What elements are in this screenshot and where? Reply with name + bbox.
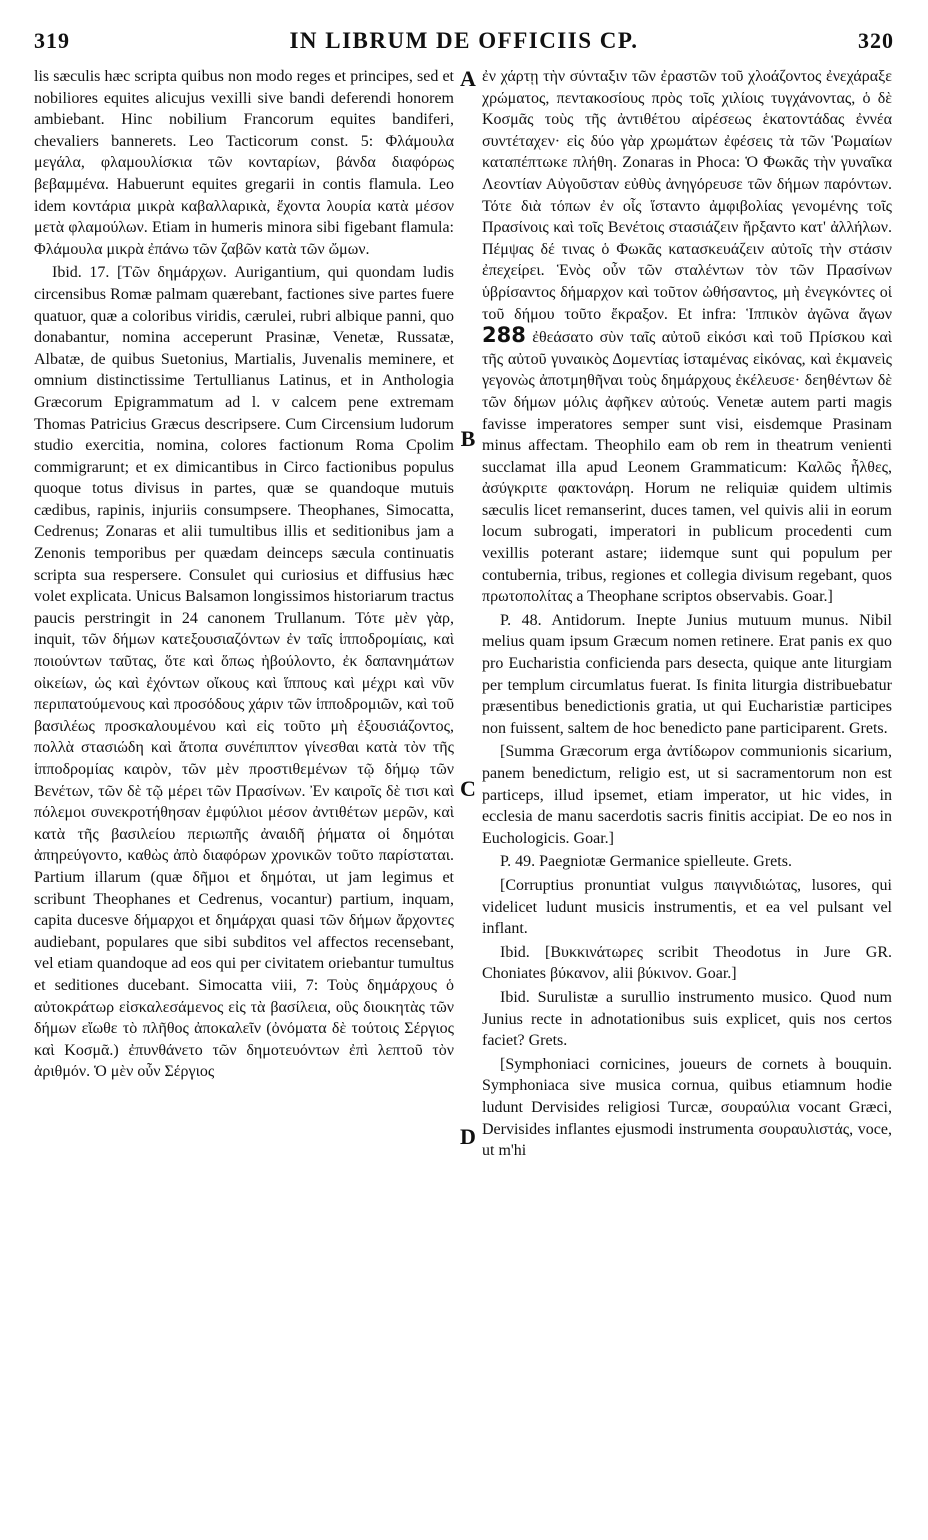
margin-marker-c: C <box>460 776 476 801</box>
margin-marker-d: D <box>460 1124 476 1149</box>
right-column <box>482 66 892 1162</box>
right-paragraph-2: P. 48. Antidorum. Inepte Junius mutuum munus. Nibil melius quam ipsum Græcum nomen retinere. Erat panis ex quo pro Eucharistia conficienda pars desecta, quique ante liturgiam per templum circumlatus fuerat. Is finita liturgia distribuebatur præsentibus benedictionis gratia, ut qui Eucharistiæ participes non fuissent, saltem de hoc benedicto pane participarent. Grets. <box>482 611 892 737</box>
running-header <box>0 28 928 58</box>
bracketed-page-number: 288 <box>482 323 526 348</box>
right-paragraph-1-part-b: ἐθεάσατο σὺν ταῖς αὐτοῦ εἰκόσι καὶ τοῦ Πρίσκου καὶ τῆς αὐτοῦ γυναικὸς Δομεντίας ἱσταμένας εἰκόνας, καὶ ἐκμανεὶς γεγονὼς ἀποτμηθῆναι τοὺς δημάρχους ἐκέλευσε· δεηθέντων δὲ τῶν δήμων μόλις ἀφῆκεν αὐτούς. Venetæ autem parti magis favisse imperatores semper sunt visi, eisdemque Prasinam minus affectam. Theophilo eam ob rem in theatrum venienti succlamat illa apud Leonem Grammaticum: Καλῶς ἦλθες, ἀσύγκριτε φακτονάρη. Horum ne reliquiæ quidem ultimis sæculis licet remanserint, duces tamen, vel quivis alii in eorum locum subrogati, imperatori in publicum procedenti cum vexillis poterant astare; iidemque sunt qui populum per contubernia, tribus, regiones et collegia divisum regebant, quos πρωτοπολίτας a Theophane scriptos observabis. Goar.] <box>482 329 893 606</box>
page-number-left: 319 <box>34 28 70 53</box>
margin-marker-b: B <box>460 426 476 451</box>
right-paragraph-8: [Symphoniaci cornicines, joueurs de cornets à bouquin. Symphoniaca sive musica cornua, quibus etiamnum hodie ludunt Dervisides religiosi Turcæ, σουραύλια vocant Græci, Dervisides inflantes ejusmodi instrumenta σουραυλιστάς, voce, ut m'hi <box>482 1055 892 1160</box>
left-paragraph-2: Ibid. 17. [Τῶν δημάρχων. Aurigantium, qui quondam ludis circensibus Romæ palmam quærebant, factiones sive partes fuere quatuor, quæ a coloribus viridis, cærulei, rubri albique panni, quo donabantur, nomina acceperunt Prasinæ, Venetæ, Russatæ, Albatæ, de quibus Suetonius, Martialis, Juvenalis meminere, et omnium distinctissime Tertullianus Latinus, et in Anthologia Græcorum Epigrammatum ad l. v calcem pene extremam Thomas Patricius Græcus descripsere. Cum Circensium ludorum studio exercitia, nomina, colores factionum Roma Cpolim commigrarunt; et ex dimicantibus in Circo factionibus populus quoque totus divisus in partes, quæ se quandoque mutuis cædibus, rapinis, injuriis consumpsere. Theophanes, Simocatta, Cedrenus; Zonaras et alii tumultibus illis et seditionibus jam a Zenonis temporibus per quædam deinceps sæcula continuatis scripta sua respersere. Consulet qui curiosius et diffusius hæc volet explicata. Unicus Balsamon longissimos historiarum tractus paucis perstringit in 24 canonem Trullanum. Τότε μὲν γὰρ, inquit, τῶν δήμων κατεξουσιαζόντων ἐν ταῖς ἱπποδρομίαις, καὶ ποιούντων ταῦτας, ὅτε καὶ ὅπως ἠβούλοντο, ἐκ δαπανημάτων οἰκείων, ὡς καὶ ἐχόντων οἴκους καὶ ἵππους καὶ μέχρι καὶ νῦν περιπατούμενους καὶ προσόδους χάριν τῶν ἱπποδρομιῶν, καὶ τοῦ βασιλέως προσκαλουμένου καὶ εἰς τοῦτο μὴ ἐξουσιάζοντος, πολλὰ στασιώδη καὶ ἄτοπα συνέπιπτον γίνεσθαι κατὰ τὸν τῆς ἱπποδρομίας καιρὸν, τῶν μὲν προστιθεμένων τῷ δήμῳ τῶν Βενέτων, τῶν δὲ τῷ μέρει τῶν Πρασίνων. Ἐν καιροῖς δὲ τισι καὶ πόλεμοι συνεκροτήθησαν ἐμφύλιοι μέσον ἀντιθέτων μερῶν, καὶ κατὰ τῆς βασιλείου περιωπῆς ἀναιδῆ ῥήματα οἱ δημόται ἀπηρεύγοντο, καθὼς ἀπὸ διαφόρων χρονικῶν τοῦτο παρίσταται. Partium illarum (quæ δῆμοι et δημόται, ut jam legimus et scribunt Theophanes et Cedrenus, vocantur) partium, inquam, capita ducesve δήμαρχοι et δημάρχαι quasi τῶν δήμων ἄρχοντες audiebant, populares que sibi subditos vel affectos recensebant, vel etiam quandoque ad eos qui per civitatem oriebantur tumultus et seditiones ducebant. Simocatta viii, 7: Τοὺς δημάρχους ὁ αὐτοκράτωρ εἰσκαλεσάμενος εἰς τὰ βασίλεια, οὓς διοικητὰς τῶν δήμων εἴωθε τὸ πλῆθος ἀποκαλεῖν (ὀνόματα δὲ τούτοις Σέργιος καὶ Κοσμᾶ.) ἐπυνθάνετο τῶν δημοτευόντων ἐπὶ λεπτοῦ τὸν ἀριθμόν. Ὁ μὲν οὖν Σέργιος <box>34 264 454 1081</box>
right-paragraph-1-part-a: ἐν χάρτῃ τὴν σύνταξιν τῶν ἐραστῶν τοῦ χλοάζοντος ἐνεχάραξε χρώματος, πεντακοσίους πρὸς τοῖς χιλίοις τυγχάνοντας, ὁ δὲ Κοσμᾶς τοὺς τῆς ἀντιθέτου αἱρέσεως ἑκατοντάδας ἐννέα συντέταχεν· εἰς δύο γὰρ χρωμάτων ἐφέσεις τὰ τῶν Ῥωμαίων καταπέπτωκε πλήθη. Zonaras in Phoca: Ὁ Φωκᾶς τὴν γυναῖκα Λεοντίαν Αὐγοῦσταν εὐθὺς ἀνηγόρευσε τῶν δήμων παρόντων. Τότε διὰ τόπων ἐν οἷς ἵσταντο ἀμφιβολίας γενομένης τοῖς Πρασίνοις καὶ τοῖς Βενέτοις στασιάζειν ἤρξαντο κατ' ἀλλήλων. Πέμψας δέ τινας ὁ Φωκᾶς κατασκευάζειν αὐτοῖς τὴν στάσιν ἐπεχείρει. Ἑνὸς οὖν τῶν σταλέντων τὸν τῶν Πρασίνων ὑβρίσαντος δήμαρχον καὶ τοῦτον ὠθήσαντος, μὴ ἐνεγκόντες οἱ τοῦ δήμου τοῦτο ἔκραξον. Et infra: Ἱππικὸν ἀγῶνα ἄγων <box>482 68 892 323</box>
right-paragraph-5: [Corruptius pronuntiat vulgus παιγνιδιώτας, lusores, qui videlicet ludunt musicis instrumentis, et ea vel pulsant vel inflant. <box>482 876 892 938</box>
running-title: IN LIBRUM DE OFFICIIS CP. <box>289 28 639 53</box>
right-paragraph-3: [Summa Græcorum erga ἀντίδωρον communionis sicarium, panem benedictum, religio est, ut si sacramentorum non est particeps, illud ipsemet, etiam imperator, ut hic vides, in ecclesia de manu sacerdotis sacris finitis accipiat. De eo nos in Euchologicis. Goar.] <box>482 743 892 847</box>
right-paragraph-6: Ibid. [Βυκκινάτωρες scribit Theodotus in Jure GR. Choniates βύκανον, alii βύκινον. Goar.] <box>482 943 892 983</box>
right-paragraph-1 <box>482 66 892 608</box>
left-column <box>34 66 454 1083</box>
left-paragraph-1: lis sæculis hæc scripta quibus non modo reges et principes, sed et nobiliores equites alicujus vexilli sive bandi deferendi honorem ambiebant. Hinc nobilium Francorum equites bandiferi, chevaliers bannerets. Leo Tacticorum const. 5: Φλάμουλα μεγάλα, φλαμουλίσκια τῶν κονταρίων, βάνδα διαφόρως βεβαμμένα. Habuerunt equites gregarii in contis flamula. Leo idem κοντάρια μικρὰ καβαλλαρικὰ, ἔχοντα λουρία κατὰ μέσον μετὰ φλαμούλων. Etiam in humeris minora sibi figebant flamula: Φλάμουλα μικρὰ ἐπάνω τῶν ζαβῶν κατὰ τῶν ὤμων. <box>34 68 454 258</box>
page-number-right: 320 <box>858 28 894 53</box>
margin-marker-a: A <box>460 66 476 91</box>
right-paragraph-4: P. 49. Paegniotæ Germanice spielleute. Grets. <box>500 853 792 871</box>
right-paragraph-7: Ibid. Surulistæ a surullio instrumento musico. Quod num Junius recte in adnotationibus suis explicet, quis nos certos faciet? Grets. <box>482 988 892 1050</box>
